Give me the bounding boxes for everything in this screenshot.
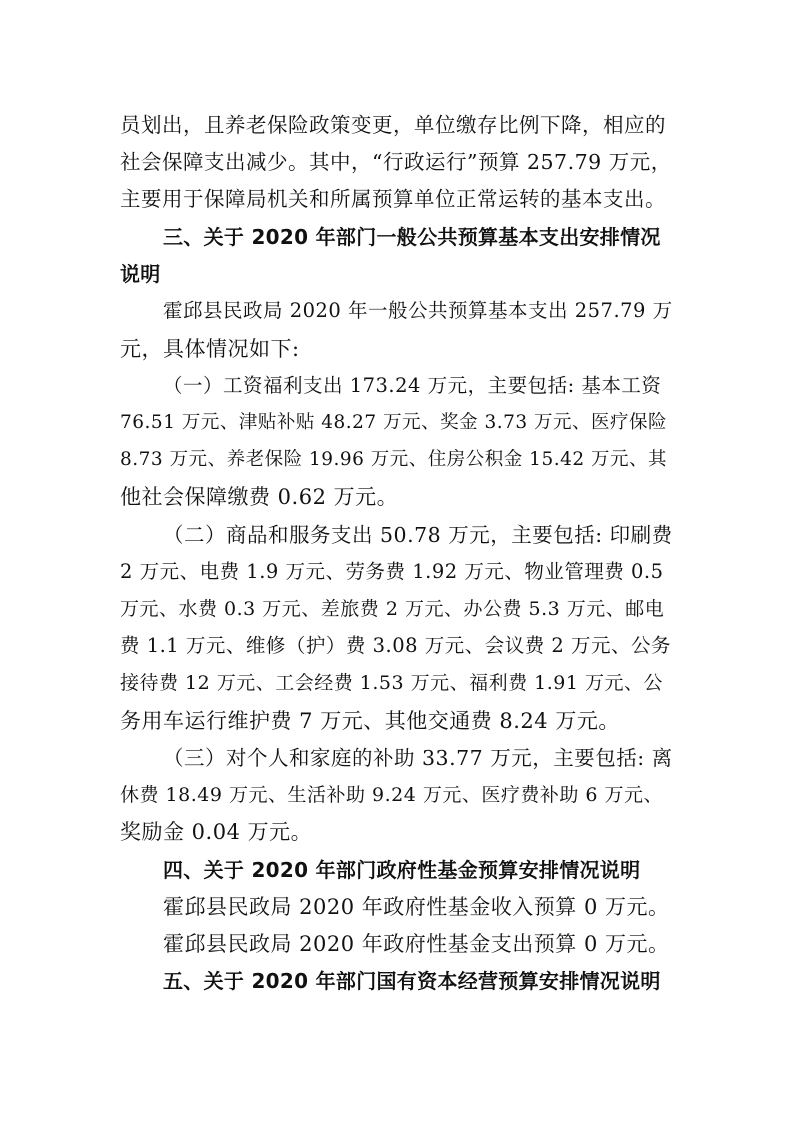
body-line: 主要用于保障局机关和所属预算单位正常运转的基本支出。 — [120, 187, 666, 211]
body-line: 霍邱县民政局 2020 年政府性基金收入预算 0 万元。 — [163, 895, 670, 919]
section-heading-3: 三、关于 2020 年部门一般公共预算基本支出安排情况 — [163, 225, 661, 249]
body-line: 万元、水费 0.3 万元、差旅费 2 万元、办公费 5.3 万元、邮电 — [120, 598, 665, 620]
body-line: 费 1.1 万元、维修（护）费 3.08 万元、会议费 2 万元、公务 — [120, 634, 672, 657]
body-line: 社会保障支出减少。其中，“行政运行”预算 257.79 万元， — [120, 150, 672, 174]
body-line: 休费 18.49 万元、生活补助 9.24 万元、医疗费补助 6 万元、 — [120, 784, 664, 806]
body-line: （一）工资福利支出 173.24 万元，主要包括: 基本工资 — [163, 374, 662, 397]
body-line: 员划出，且养老保险政策变更，单位缴存比例下降，相应的 — [120, 113, 666, 137]
body-line: 76.51 万元、津贴补贴 48.27 万元、奖金 3.73 万元、医疗保险 — [120, 412, 668, 433]
body-line: 务用车运行维护费 7 万元、其他交通费 8.24 万元。 — [120, 709, 620, 733]
body-line: 8.73 万元、养老保险 19.96 万元、住房公积金 15.42 万元、其 — [120, 449, 668, 470]
body-line: （三）对个人和家庭的补助 33.77 万元，主要包括: 离 — [163, 746, 673, 770]
body-line: （二）商品和服务支出 50.78 万元，主要包括: 印刷费 — [163, 523, 673, 547]
body-line: 2 万元、电费 1.9 万元、劳务费 1.92 万元、物业管理费 0.5 — [120, 560, 664, 583]
body-line: 奖励金 0.04 万元。 — [120, 820, 313, 844]
body-line: 元，具体情况如下: — [120, 337, 300, 361]
section-heading-3-cont: 说明 — [120, 262, 161, 286]
section-heading-5: 五、关于 2020 年部门国有资本经营预算安排情况说明 — [163, 969, 661, 993]
section-heading-4: 四、关于 2020 年部门政府性基金预算安排情况说明 — [163, 858, 641, 882]
body-line: 霍邱县民政局 2020 年一般公共预算基本支出 257.79 万 — [163, 299, 673, 322]
body-line: 接待费 12 万元、工会经费 1.53 万元、福利费 1.91 万元、公 — [120, 672, 664, 694]
body-line: 霍邱县民政局 2020 年政府性基金支出预算 0 万元。 — [163, 932, 670, 956]
body-line: 他社会保障缴费 0.62 万元。 — [120, 485, 399, 509]
